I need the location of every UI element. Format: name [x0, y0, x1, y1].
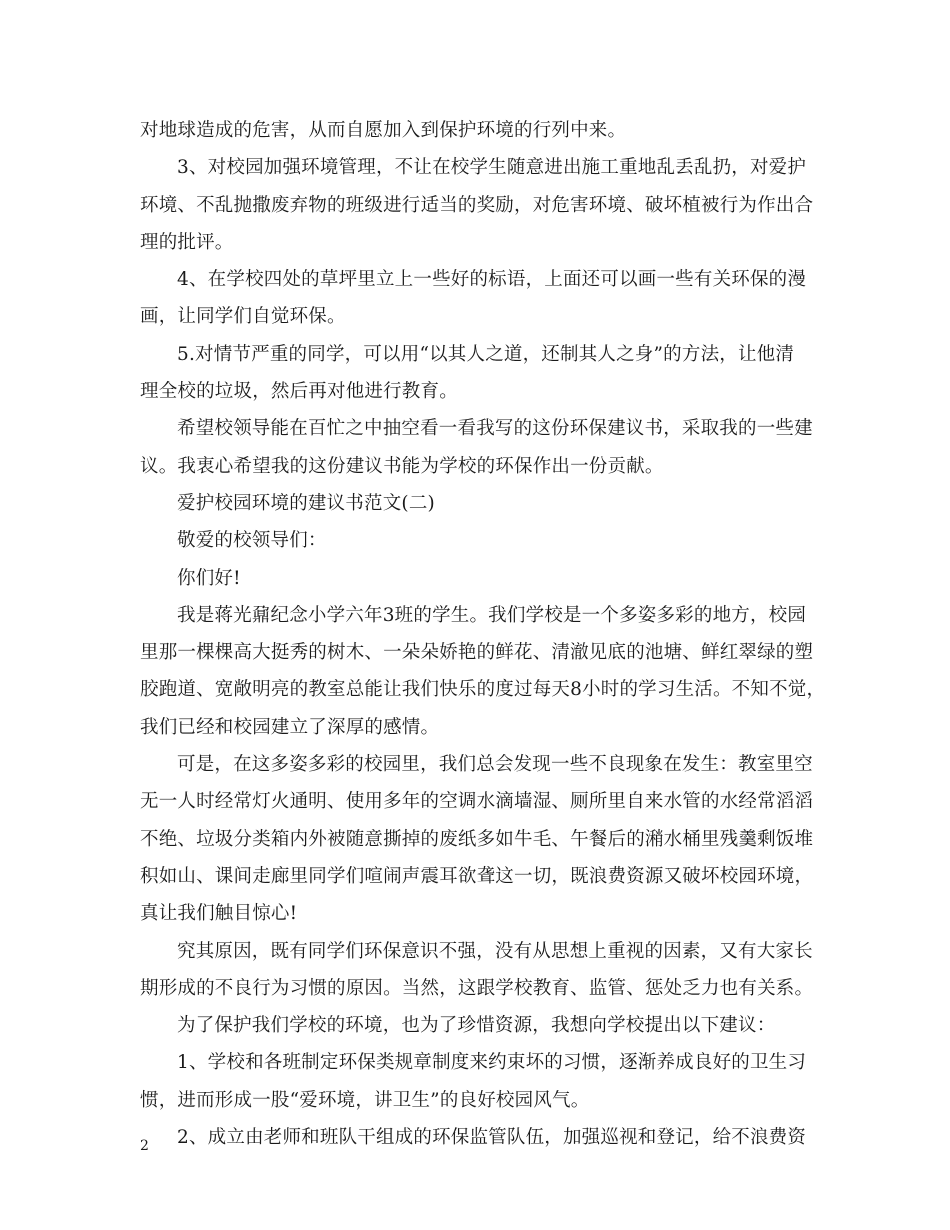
- text-line: 1、学校和各班制定环保类规章制度来约束坏的习惯，逐渐养成良好的卫生习: [177, 1052, 807, 1074]
- text-line: 理的批评。: [140, 231, 234, 253]
- text-line: 敬爱的校领导们：: [177, 530, 327, 552]
- text-line: 胶跑道、宽敞明亮的教室总能让我们快乐的度过每天8小时的学习生活。不知不觉，: [140, 679, 826, 701]
- text-line: 期形成的不良行为习惯的原因。当然，这跟学校教育、监管、惩处乏力也有关系。: [140, 977, 814, 999]
- text-line: 2、成立由老师和班队干组成的环保监管队伍，加强巡视和登记，给不浪费资: [177, 1127, 807, 1149]
- text-line: 真让我们触目惊心!: [140, 903, 298, 925]
- text-line: 可是，在这多姿多彩的校园里，我们总会发现一些不良现象在发生：教室里空: [177, 754, 813, 776]
- text-line: 无一人时经常灯火通明、使用多年的空调水滴墙湿、厕所里自来水管的水经常滔滔: [140, 791, 814, 813]
- text-line: 为了保护我们学校的环境，也为了珍惜资源，我想向学校提出以下建议：: [177, 1015, 776, 1037]
- page-number: 2: [140, 1138, 149, 1154]
- paragraph: [140, 410, 820, 485]
- paragraph: [140, 149, 820, 261]
- paragraph: [140, 485, 820, 522]
- text-line: 4、在学校四处的草坪里立上一些好的标语，上面还可以画一些有关环保的漫: [177, 269, 807, 291]
- paragraph: [140, 1007, 820, 1044]
- text-line: 议。我衷心希望我的这份建议书能为学校的环保作出一份贡献。: [140, 455, 664, 477]
- text-line: 画，让同学们自觉环保。: [140, 306, 346, 328]
- text-line: 对地球造成的危害，从而自愿加入到保护环境的行列中来。: [140, 120, 627, 141]
- text-line: 究其原因，既有同学们环保意识不强，没有从思想上重视的因素，又有大家长: [177, 940, 813, 962]
- paragraph: [140, 597, 826, 746]
- paragraph: [140, 522, 820, 559]
- paragraph: [140, 746, 820, 932]
- text-line: 环境、不乱抛撒废弃物的班级进行适当的奖励，对危害环境、破坏植被行为作出合: [140, 194, 814, 216]
- text-line: 不绝、垃圾分类箱内外被随意撕掉的废纸多如牛毛、午餐后的潲水桶里残羹剩饭堆: [140, 828, 814, 850]
- paragraph: [140, 560, 820, 597]
- text-line: 你们好!: [177, 567, 241, 589]
- text-line: 希望校领导能在百忙之中抽空看一看我写的这份环保建议书，采取我的一些建: [177, 418, 813, 440]
- paragraph: [140, 1119, 820, 1156]
- text-line: 3、对校园加强环境管理，不让在校学生随意进出施工重地乱丢乱扔，对爱护: [177, 157, 807, 179]
- text-line: 积如山、课间走廊里同学们喧闹声震耳欲聋这一切，既浪费资源又破坏校园环境，: [140, 865, 814, 887]
- text-line: 5.对情节严重的同学，可以用“以其人之道，还制其人之身”的方法，让他清: [177, 343, 795, 365]
- text-line: 我们已经和校园建立了深厚的感情。: [140, 716, 440, 738]
- text-line: 爱护校园环境的建议书范文(二): [177, 492, 435, 514]
- paragraph: [140, 1044, 820, 1119]
- text-line: 我是蒋光鼐纪念小学六年3班的学生。我们学校是一个多姿多彩的地方，校园: [177, 604, 807, 626]
- text-line: 理全校的垃圾，然后再对他进行教育。: [140, 381, 458, 403]
- text-line: 里那一棵棵高大挺秀的树木、一朵朵娇艳的鲜花、清澈见底的池塘、鲜红翠绿的塑: [140, 642, 814, 664]
- text-line: 惯，进而形成一股“爱环境，讲卫生”的良好校园风气。: [140, 1089, 590, 1111]
- paragraph: [140, 933, 820, 1008]
- document-body: [140, 112, 826, 1156]
- paragraph: [140, 261, 820, 336]
- paragraph: [140, 336, 820, 411]
- paragraph: [140, 112, 820, 149]
